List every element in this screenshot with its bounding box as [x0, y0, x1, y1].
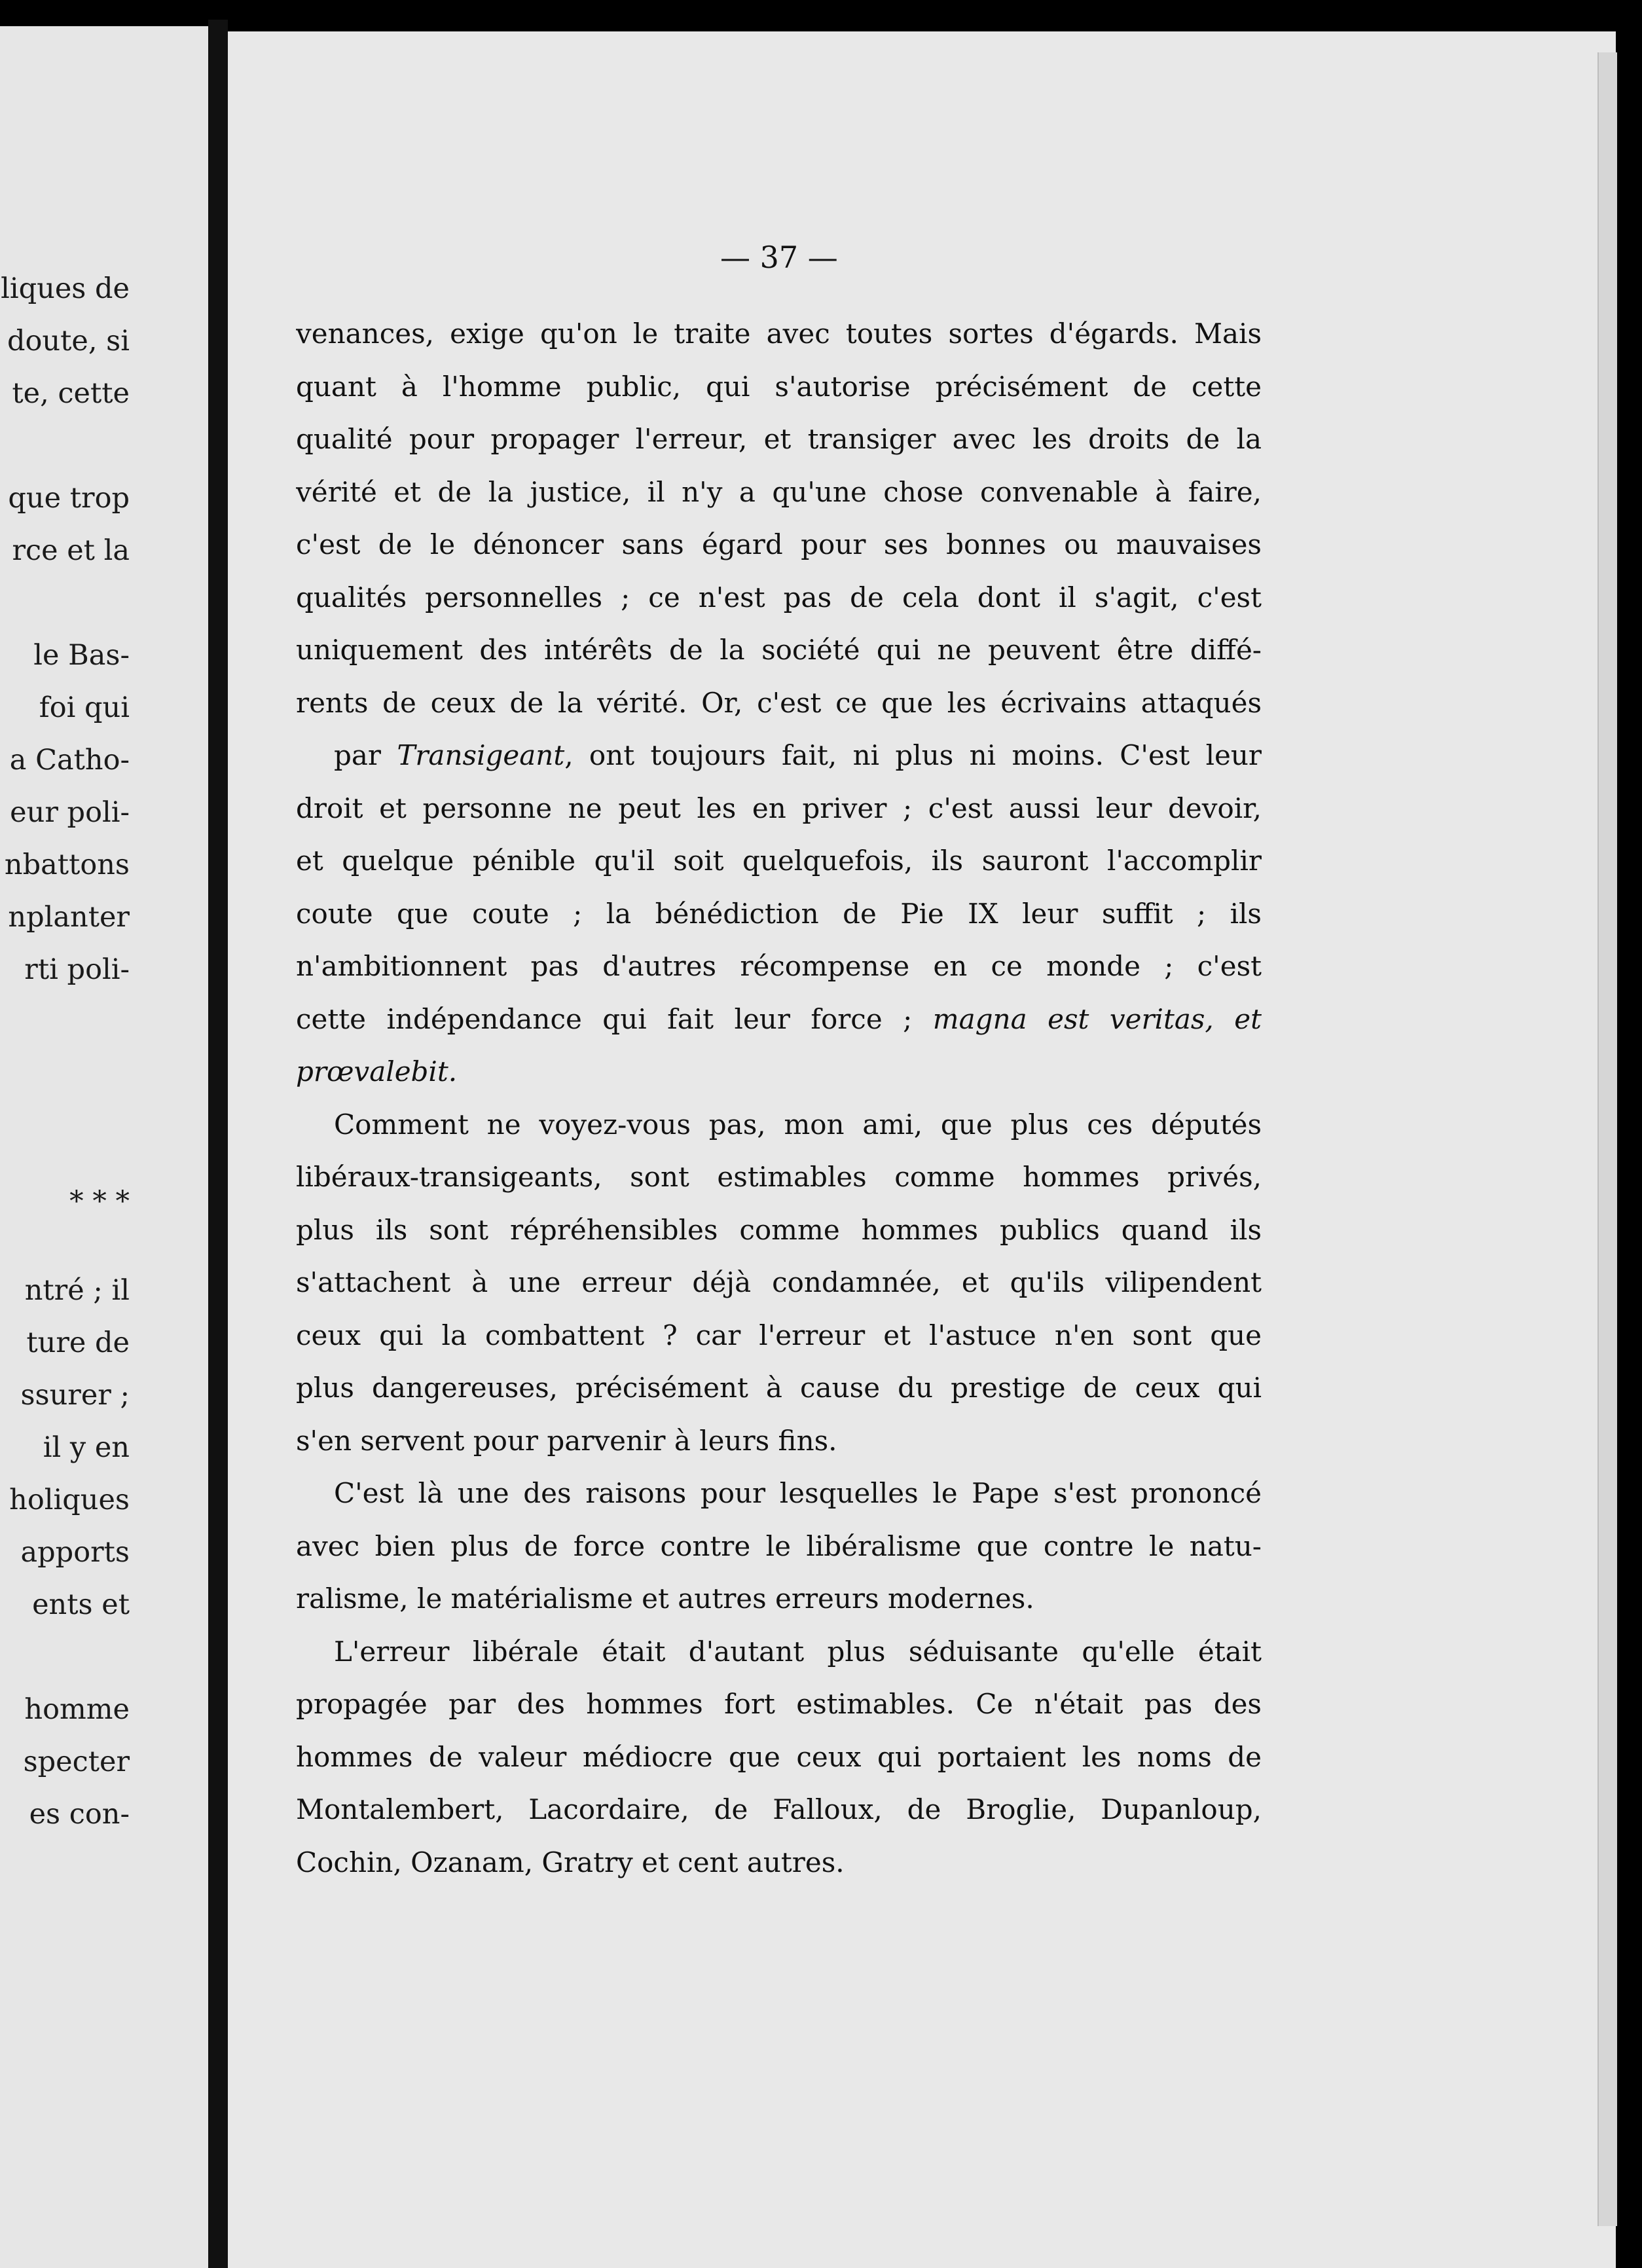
text-line — [296, 729, 1262, 782]
text-line: n'ambitionnent pas d'autres récompense en ce monde ; c'est — [296, 950, 1262, 982]
text-line: rents de ceux de la vérité. Or, c'est ce que les écrivains attaqués — [296, 686, 1262, 719]
left-page-asterism: * * * — [69, 1185, 130, 1218]
text-line: ceux qui la combattent ? car l'erreur et l'astuce n'en sont que — [296, 1319, 1262, 1351]
left-page-line: liques de — [1, 272, 130, 305]
text-line: propagée par des hommes fort estimables. Ce n'était pas des — [296, 1688, 1262, 1720]
text-run: , ont toujours fait, ni plus ni moins. C'est leur — [564, 739, 1262, 771]
left-page-line: foi qui — [39, 691, 130, 724]
left-page-line: rce et la — [12, 534, 130, 567]
left-page-line: doute, si — [7, 325, 130, 357]
text-line: plus dangereuses, précisément à cause du prestige de ceux qui — [296, 1372, 1262, 1404]
text-run: cette indépendance qui fait leur force ; — [296, 1002, 933, 1035]
left-page-line: le Bas- — [33, 639, 130, 672]
text-line: s'en servent pour parvenir à leurs fins. — [296, 1424, 837, 1457]
latin-quote: prœvalebit. — [296, 1055, 458, 1088]
text-line: vérité et de la justice, il n'y a qu'une chose convenable à faire, — [296, 475, 1262, 508]
left-page-line: nbattons — [4, 849, 130, 881]
text-line: libéraux-transigeants, sont estimables comme hommes privés, — [296, 1161, 1262, 1193]
text-line: uniquement des intérêts de la société qui ne peuvent être diffé- — [296, 634, 1262, 666]
text-line: Cochin, Ozanam, Gratry et cent autres. — [296, 1846, 845, 1878]
left-page-line: eur poli- — [10, 796, 130, 829]
text-line: venances, exige qu'on le traite avec toutes sortes d'égards. Mais — [296, 318, 1262, 350]
left-page-line: nplanter — [8, 901, 130, 934]
text-line: Montalembert, Lacordaire, de Falloux, de Broglie, Dupanloup, — [296, 1793, 1262, 1825]
text-line: ralisme, le matérialisme et autres erreurs modernes. — [296, 1582, 1034, 1615]
text-line: quant à l'homme public, qui s'autorise précisément de cette — [296, 370, 1262, 403]
italic-title: Transigeant — [397, 739, 565, 771]
paragraph-start: C'est là une des raisons pour lesquelles le Pape s'est prononcé — [334, 1477, 1262, 1509]
paragraph-start: L'erreur libérale était d'autant plus séduisante qu'elle était — [334, 1635, 1262, 1668]
text-line: hommes de valeur médiocre que ceux qui portaient les noms de — [296, 1740, 1262, 1773]
left-page-line: il y en — [43, 1431, 130, 1464]
left-page-line: apports — [20, 1536, 130, 1569]
text-line: plus ils sont répréhensibles comme hommes publics quand ils — [296, 1213, 1262, 1246]
left-page-line: homme — [24, 1693, 130, 1726]
left-page-line: ntré ; il — [24, 1274, 130, 1307]
text-line: et quelque pénible qu'il soit quelquefois, ils sauront l'accomplir — [296, 845, 1262, 877]
text-run: par — [334, 739, 397, 771]
left-page-line: a Catho- — [9, 744, 130, 777]
paragraph-start: Comment ne voyez-vous pas, mon ami, que plus ces députés — [334, 1108, 1262, 1141]
text-line — [296, 993, 1262, 1046]
text-line: droit et personne ne peut les en priver ; c'est aussi leur devoir, — [296, 792, 1262, 824]
text-line: qualité pour propager l'erreur, et transiger avec les droits de la — [296, 423, 1262, 455]
left-facing-page — [0, 26, 208, 2268]
left-page-line: que trop — [8, 482, 130, 515]
left-page-line: ents et — [32, 1588, 130, 1621]
page-body — [296, 308, 1262, 1889]
text-line: coute que coute ; la bénédiction de Pie IX leur suffit ; ils — [296, 897, 1262, 930]
text-line: s'attachent à une erreur déjà condamnée, et qu'ils vilipendent — [296, 1266, 1262, 1298]
left-page-line: holiques — [9, 1484, 130, 1516]
book-gutter — [208, 20, 228, 2268]
left-page-line: ture de — [26, 1326, 130, 1359]
left-page-line: te, cette — [12, 377, 130, 410]
left-page-line: ssurer ; — [20, 1379, 130, 1412]
left-page-line: es con- — [29, 1798, 130, 1831]
text-line: c'est de le dénoncer sans égard pour ses bonnes ou mauvaises — [296, 528, 1262, 560]
left-page-line: rti poli- — [24, 953, 130, 986]
page-edge — [1597, 52, 1617, 2226]
page-number: — 37 — — [720, 240, 838, 275]
text-line: avec bien plus de force contre le libéralisme que contre le natu- — [296, 1529, 1262, 1562]
text-line: qualités personnelles ; ce n'est pas de cela dont il s'agit, c'est — [296, 581, 1262, 613]
text-line — [296, 1046, 1262, 1099]
latin-quote: magna est veritas, et — [932, 1002, 1262, 1035]
left-page-line: specter — [23, 1746, 130, 1778]
